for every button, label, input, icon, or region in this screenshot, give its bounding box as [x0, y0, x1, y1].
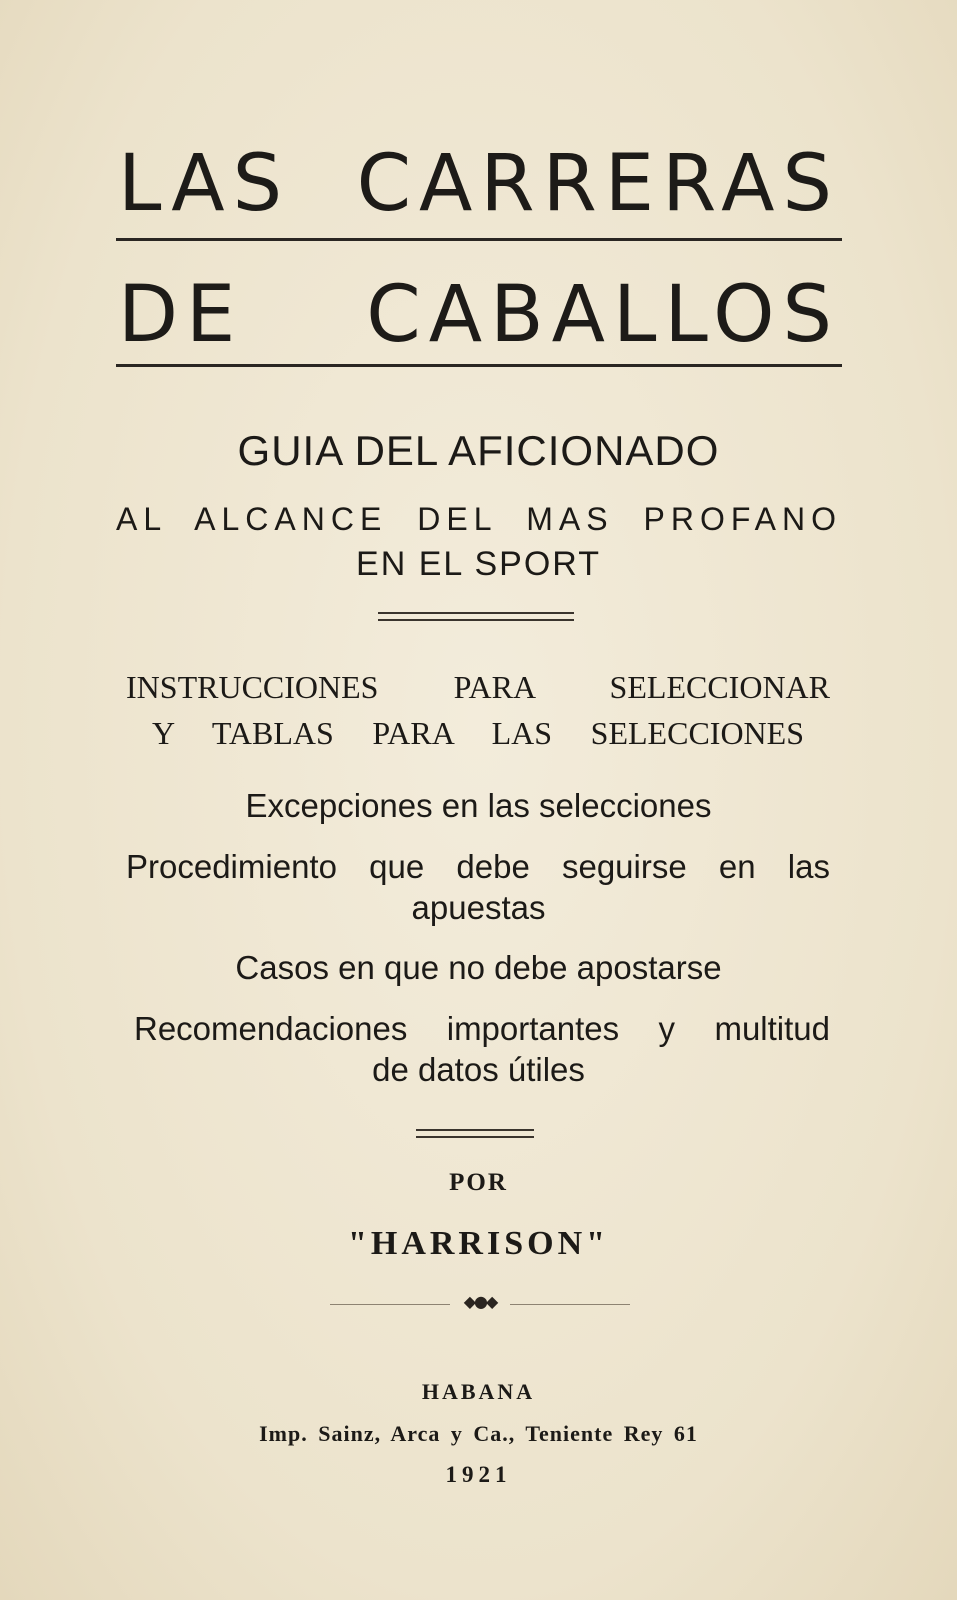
contents-procedimiento-line-2: apuestas — [411, 889, 546, 926]
contents-casos: Casos en que no debe apostarse — [235, 949, 722, 986]
subtitle-alcance: AL ALCANCE DEL MAS PROFANO — [116, 501, 842, 537]
title-underline-1 — [116, 238, 842, 241]
ornament-line-left — [330, 1304, 450, 1305]
contents-recomendaciones-line-1: Recomendaciones importantes y multitud — [134, 1010, 830, 1047]
instructions-line-2: Y TABLAS PARA LAS SELECCIONES — [152, 715, 804, 751]
double-rule-divider-2 — [416, 1129, 534, 1138]
subtitle-guia: GUIA DEL AFICIONADO — [237, 427, 720, 474]
imprint-year: 1921 — [445, 1462, 512, 1487]
double-rule-divider — [378, 612, 574, 621]
contents-excepciones: Excepciones en las selecciones — [245, 787, 712, 824]
contents-recomendaciones-line-2: de datos útiles — [372, 1051, 585, 1088]
title-underline-2 — [116, 364, 842, 367]
title-line-2: DE CABALLOS — [118, 270, 840, 360]
contents-procedimiento-line-1: Procedimiento que debe seguirse en las — [126, 848, 830, 885]
subtitle-sport: EN EL SPORT — [356, 545, 601, 583]
imprint-city: HABANA — [421, 1379, 536, 1404]
title-line-1: LAS CARRERAS — [118, 139, 840, 229]
ornament-line-right — [510, 1304, 630, 1305]
author-name: "HARRISON" — [348, 1225, 609, 1262]
diamond-dot-ornament-icon: ◆●◆ — [463, 1292, 497, 1311]
imprint-printer: Imp. Sainz, Arca y Ca., Teniente Rey 61 — [259, 1421, 698, 1446]
byline-por: POR — [449, 1169, 508, 1196]
instructions-line-1: INSTRUCCIONES PARA SELECCIONAR — [126, 669, 830, 705]
